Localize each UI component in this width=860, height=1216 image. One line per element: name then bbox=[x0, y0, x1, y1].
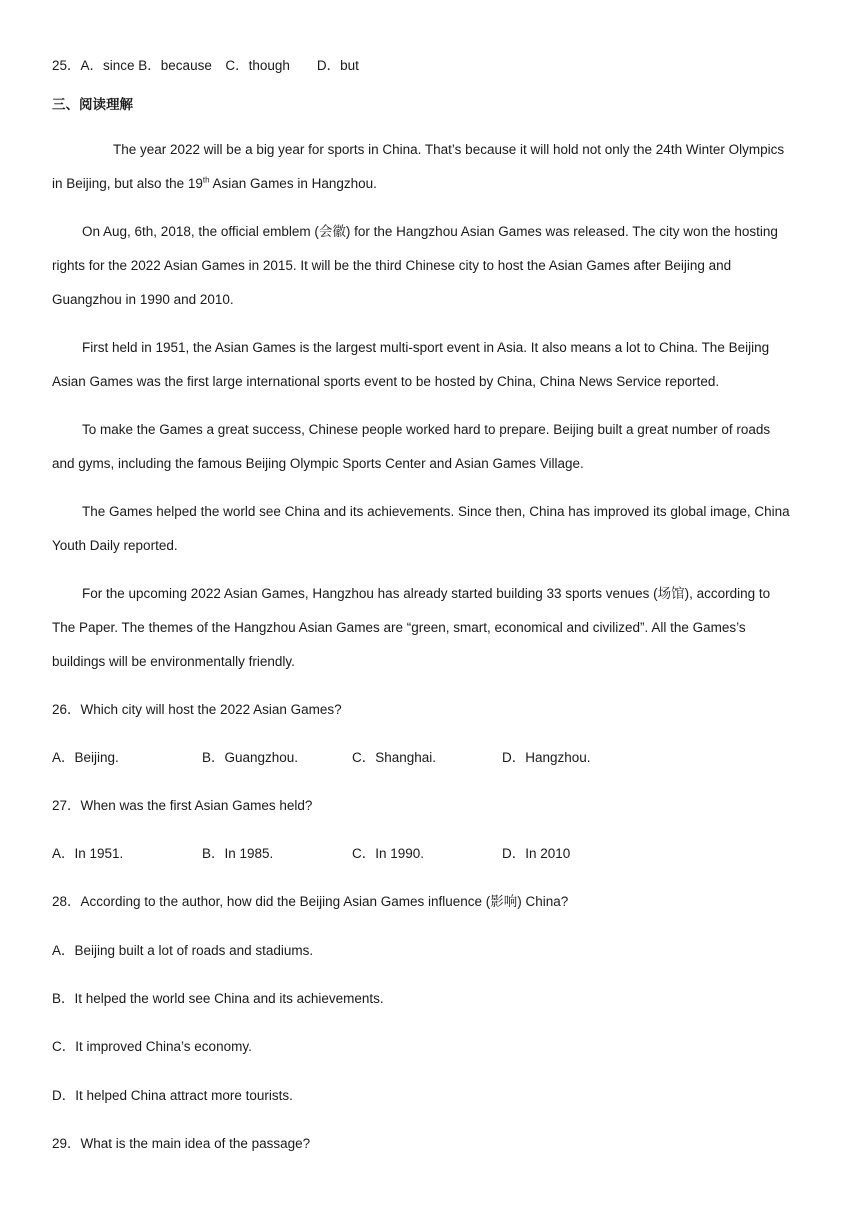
passage-paragraph-6-line-3: buildings will be environmentally friendly. bbox=[52, 654, 295, 669]
ordinal-superscript: th bbox=[202, 175, 210, 185]
question-26-option-a[interactable]: A．Beijing. bbox=[52, 750, 119, 765]
passage-text: Asian Games in Hangzhou. bbox=[209, 176, 377, 191]
passage-paragraph-6-line-2: The Paper. The themes of the Hangzhou Asian Games are “green, smart, economical and civilized”. All the Games’s bbox=[52, 620, 746, 635]
passage-paragraph-2-line-1: On Aug, 6th, 2018, the official emblem (会徽) for the Hangzhou Asian Games was released. The city won the hosting bbox=[82, 224, 778, 239]
question-28-option-d[interactable]: D．It helped China attract more tourists. bbox=[52, 1088, 293, 1103]
passage-paragraph-1-line-1: The year 2022 will be a big year for sports in China. That’s because it will hold not only the 24th Winter Olympics bbox=[113, 142, 785, 157]
question-26-option-b[interactable]: B．Guangzhou. bbox=[202, 750, 299, 765]
question-29-stem: 29．What is the main idea of the passage? bbox=[52, 1136, 311, 1151]
passage-paragraph-4-line-2: and gyms, including the famous Beijing Olympic Sports Center and Asian Games Village. bbox=[52, 456, 584, 471]
passage-paragraph-5-line-2: Youth Daily reported. bbox=[52, 538, 178, 553]
question-26-stem: 26．Which city will host the 2022 Asian Games? bbox=[52, 702, 342, 717]
passage-paragraph-2-line-3: Guangzhou in 1990 and 2010. bbox=[52, 292, 234, 307]
passage-paragraph-5-line-1: The Games helped the world see China and its achievements. Since then, China has improved its global image, China bbox=[82, 504, 790, 519]
question-27-option-b[interactable]: B．In 1985. bbox=[202, 846, 274, 861]
question-26-option-c[interactable]: C．Shanghai. bbox=[352, 750, 437, 765]
question-28-stem: 28．According to the author, how did the Beijing Asian Games influence (影响) China? bbox=[52, 894, 569, 909]
question-28-option-c[interactable]: C．It improved China’s economy. bbox=[52, 1039, 252, 1054]
question-28-option-a[interactable]: A．Beijing built a lot of roads and stadiums. bbox=[52, 943, 314, 958]
question-28-option-b[interactable]: B．It helped the world see China and its achievements. bbox=[52, 991, 384, 1006]
passage-text: in Beijing, but also the 19 bbox=[52, 176, 203, 191]
passage-paragraph-3-line-2: Asian Games was the first large international sports event to be hosted by China, China News Service reported. bbox=[52, 374, 720, 389]
question-27-stem: 27．When was the first Asian Games held? bbox=[52, 798, 313, 813]
question-27-option-c[interactable]: C．In 1990. bbox=[352, 846, 425, 861]
passage-paragraph-6-line-1: For the upcoming 2022 Asian Games, Hangzhou has already started building 33 sports venues (场馆), according to bbox=[82, 586, 771, 601]
section-heading-reading: 三、阅读理解 bbox=[52, 97, 133, 113]
passage-paragraph-3-line-1: First held in 1951, the Asian Games is the largest multi-sport event in Asia. It also means a lot to China. The Beijing bbox=[82, 340, 770, 355]
question-27-option-a[interactable]: A．In 1951. bbox=[52, 846, 124, 861]
question-25-options: 25．A．since B．because C．though D．but bbox=[52, 58, 359, 73]
question-26-option-d[interactable]: D．Hangzhou. bbox=[502, 750, 591, 765]
passage-paragraph-2-line-2: rights for the 2022 Asian Games in 2015. It will be the third Chinese city to host the Asian Games after Beijing and bbox=[52, 258, 732, 273]
passage-paragraph-1-line-2 bbox=[52, 175, 377, 193]
passage-paragraph-4-line-1: To make the Games a great success, Chinese people worked hard to prepare. Beijing built a great number of roads bbox=[82, 422, 771, 437]
question-27-option-d[interactable]: D．In 2010 bbox=[502, 846, 571, 861]
